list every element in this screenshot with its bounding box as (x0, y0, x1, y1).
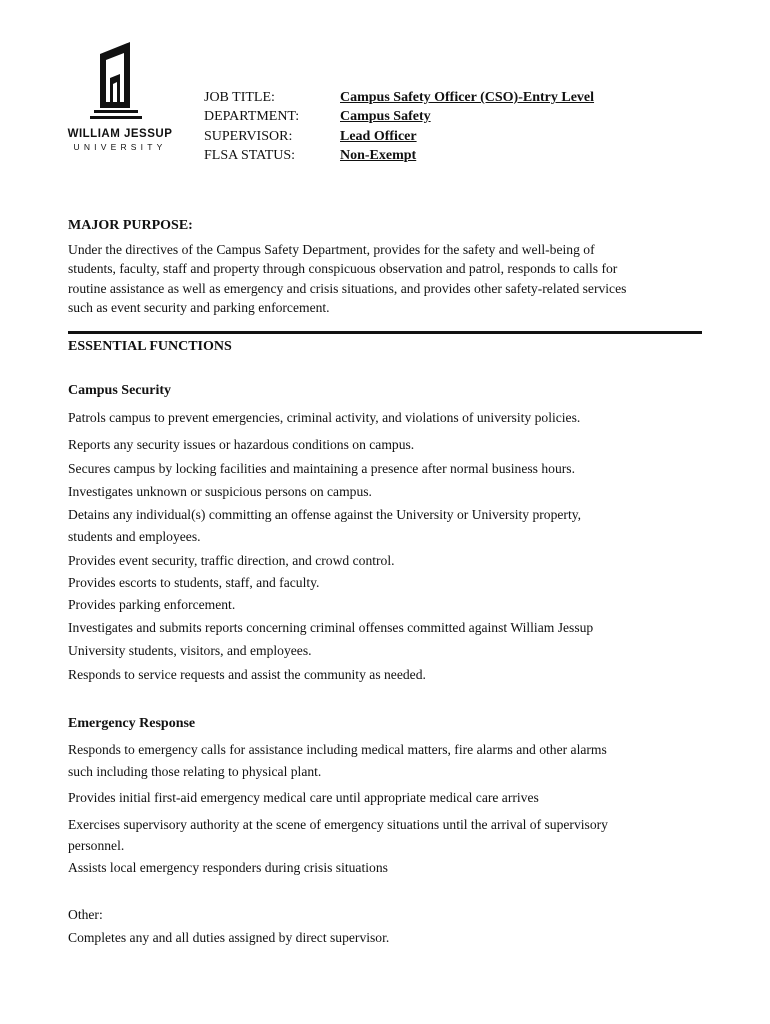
supervisor-label: SUPERVISOR: (204, 129, 293, 144)
campus-security-line: Reports any security issues or hazardous conditions on campus. (68, 437, 415, 452)
department-label: DEPARTMENT: (204, 109, 300, 124)
section-divider (68, 331, 702, 334)
job-title-value: Campus Safety Officer (CSO)-Entry Level (340, 90, 595, 105)
university-logo-icon (90, 40, 150, 122)
campus-security-line: Patrols campus to prevent emergencies, criminal activity, and violations of university policies. (68, 410, 581, 425)
university-logo (60, 40, 180, 155)
campus-security-line: University students, visitors, and employees. (68, 643, 312, 658)
major-purpose-line: Under the directives of the Campus Safety Department, provides for the safety and well-being of (68, 242, 595, 257)
campus-security-line: Provides parking enforcement. (68, 597, 236, 612)
essential-functions-heading: ESSENTIAL FUNCTIONS (68, 339, 232, 354)
campus-security-line: Detains any individual(s) committing an offense against the University or University property, (68, 507, 582, 522)
emergency-response-line: personnel. (68, 838, 125, 853)
campus-security-heading: Campus Security (68, 383, 172, 398)
major-purpose-line: such as event security and parking enforcement. (68, 300, 330, 315)
major-purpose-line: routine assistance as well as emergency and crisis situations, and provides other safety-related services (68, 281, 627, 296)
emergency-response-line: Responds to emergency calls for assistance including medical matters, fire alarms and other alarms (68, 742, 607, 757)
campus-security-line: Secures campus by locking facilities and maintaining a presence after normal business hours. (68, 461, 575, 476)
logo-name: WILLIAM JESSUP (67, 128, 173, 140)
other-heading: Other: (68, 907, 103, 922)
campus-security-line: students and employees. (68, 529, 201, 544)
job-title-label: JOB TITLE: (204, 90, 275, 105)
department-value: Campus Safety (340, 109, 431, 124)
campus-security-line: Responds to service requests and assist the community as needed. (68, 667, 426, 682)
emergency-response-line: such including those relating to physical plant. (68, 764, 322, 779)
campus-security-line: Provides event security, traffic direction, and crowd control. (68, 553, 395, 568)
campus-security-line: Investigates unknown or suspicious persons on campus. (68, 484, 372, 499)
logo-subtitle: UNIVERSITY (73, 142, 167, 152)
major-purpose-heading: MAJOR PURPOSE: (68, 218, 193, 233)
supervisor-value: Lead Officer (340, 129, 417, 144)
emergency-response-heading: Emergency Response (68, 716, 196, 731)
major-purpose-line: students, faculty, staff and property through conspicuous observation and patrol, responds to calls for (68, 261, 618, 276)
campus-security-line: Provides escorts to students, staff, and faculty. (68, 575, 320, 590)
other-line: Completes any and all duties assigned by direct supervisor. (68, 930, 390, 945)
flsa-status-label: FLSA STATUS: (204, 148, 296, 163)
emergency-response-line: Provides initial first-aid emergency medical care until appropriate medical care arrives (68, 790, 539, 805)
campus-security-line: Investigates and submits reports concerning criminal offenses committed against William Jessup (68, 620, 594, 635)
emergency-response-line: Assists local emergency responders during crisis situations (68, 860, 388, 875)
flsa-status-value: Non-Exempt (340, 148, 417, 163)
emergency-response-line: Exercises supervisory authority at the scene of emergency situations until the arrival of supervisory (68, 817, 608, 832)
